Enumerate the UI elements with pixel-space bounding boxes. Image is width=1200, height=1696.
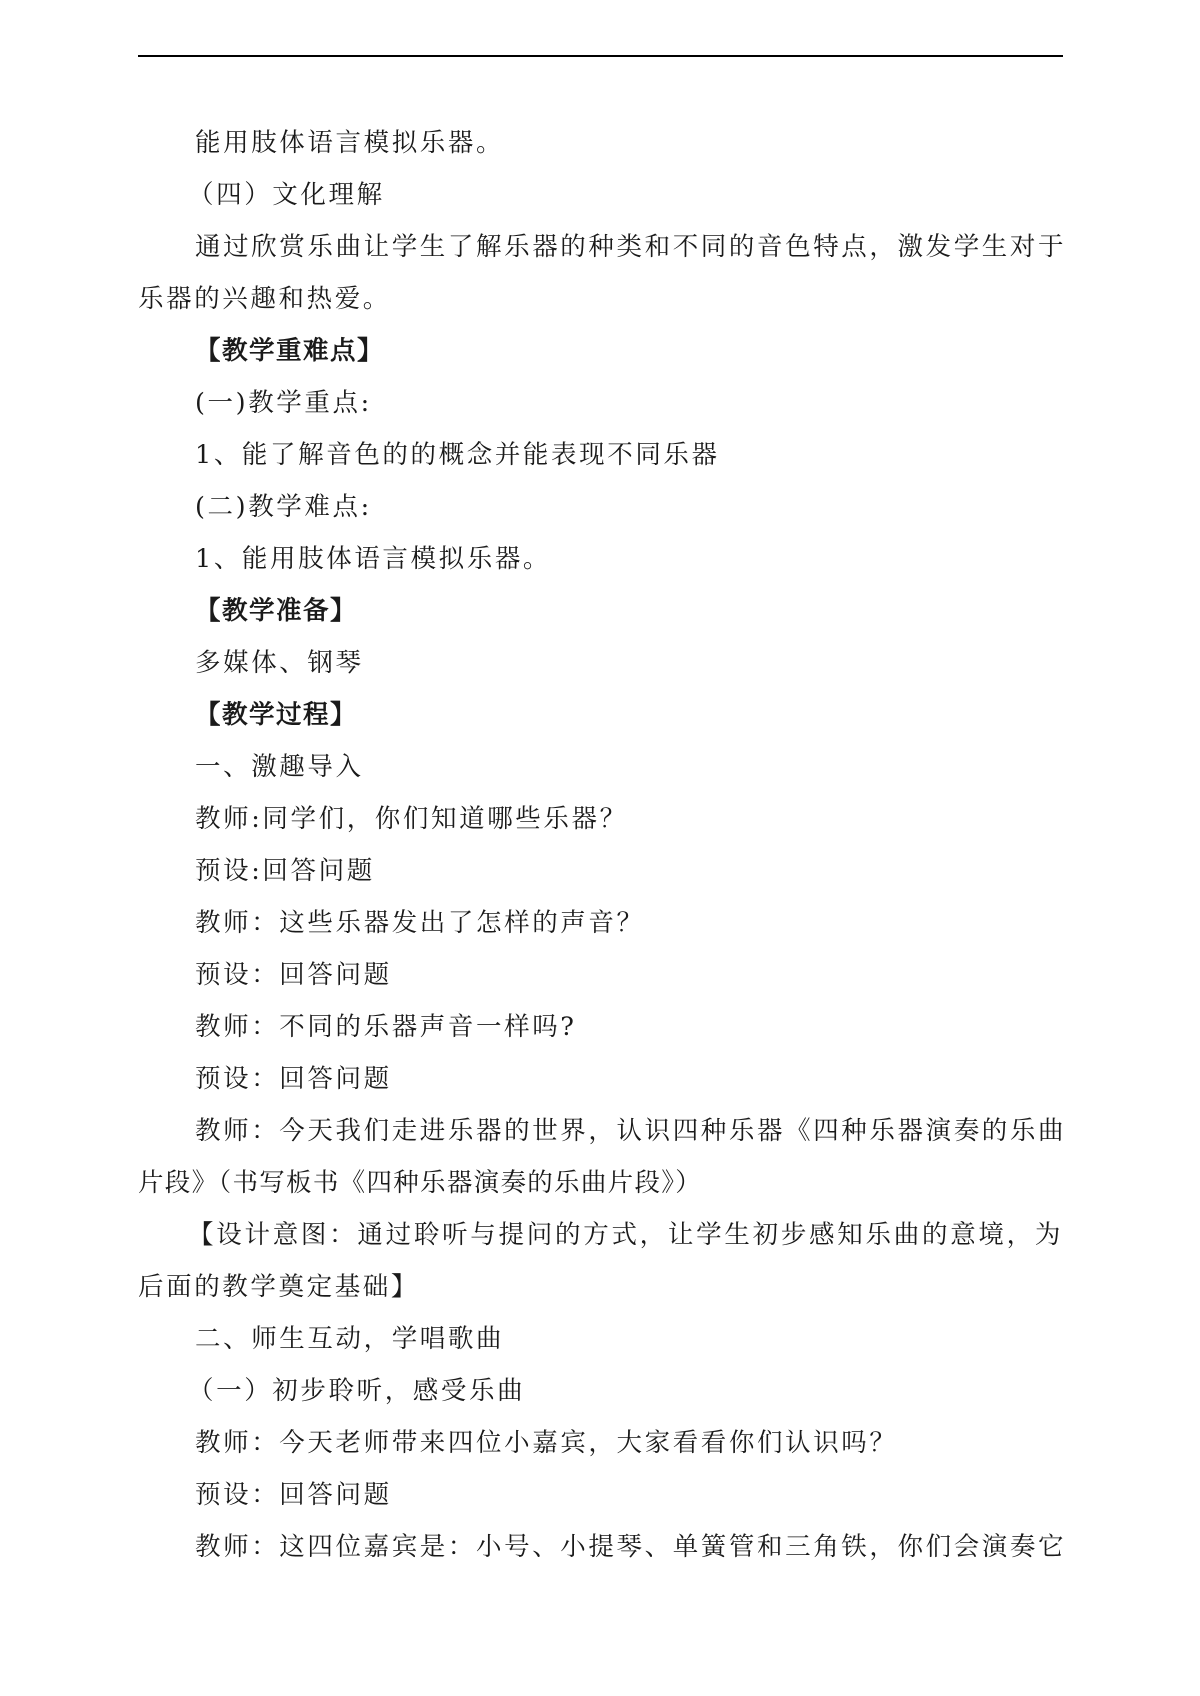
- dialogue-line: 教师：不同的乐器声音一样吗?: [195, 1012, 577, 1042]
- header-rule: [138, 55, 1063, 57]
- paragraph-line: 能用肢体语言模拟乐器。: [195, 128, 505, 158]
- document-body: [138, 117, 1067, 1573]
- dialogue-line: 片段》（书写板书《四种乐器演奏的乐曲片段》）: [138, 1168, 703, 1198]
- dialogue-line: 教师：这些乐器发出了怎样的声音？: [195, 908, 645, 938]
- dialogue-line: 教师：今天老师带来四位小嘉宾，大家看看你们认识吗？: [195, 1428, 898, 1458]
- dialogue-line: 预设:回答问题: [195, 856, 375, 886]
- paragraph-line: 通过欣赏乐曲让学生了解乐器的种类和不同的音色特点，激发学生对于: [195, 232, 1067, 262]
- section-heading: 【教学过程】: [195, 700, 358, 730]
- dialogue-line: 教师：今天我们走进乐器的世界，认识四种乐器《四种乐器演奏的乐曲: [195, 1116, 1067, 1146]
- design-intent-line: 【设计意图：通过聆听与提问的方式，让学生初步感知乐曲的意境，为: [188, 1220, 1063, 1250]
- section-heading: 【教学重难点】: [195, 336, 385, 366]
- list-item: 1、能用肢体语言模拟乐器。: [195, 544, 552, 574]
- list-item: 1、能了解音色的的概念并能表现不同乐器: [195, 440, 720, 470]
- section-heading: 【教学准备】: [195, 596, 358, 626]
- dialogue-line: 教师:同学们，你们知道哪些乐器？: [195, 804, 628, 834]
- dialogue-line: 教师：这四位嘉宾是：小号、小提琴、单簧管和三角铁，你们会演奏它: [195, 1532, 1067, 1562]
- dialogue-line: 预设：回答问题: [195, 1480, 392, 1510]
- design-intent-line: 后面的教学奠定基础】: [138, 1272, 420, 1302]
- subsection-heading: 一、激趣导入: [195, 752, 364, 782]
- dialogue-line: 预设：回答问题: [195, 960, 392, 990]
- subsection-heading: (二)教学难点:: [195, 492, 372, 522]
- paragraph-line: 多媒体、钢琴: [195, 648, 364, 678]
- paragraph-line: 乐器的兴趣和热爱。: [138, 284, 391, 314]
- dialogue-line: 预设：回答问题: [195, 1064, 392, 1094]
- subsection-heading: （一）初步聆听，感受乐曲: [188, 1376, 526, 1406]
- subsection-heading: (一)教学重点:: [195, 388, 372, 418]
- subsection-heading: 二、师生互动，学唱歌曲: [195, 1324, 505, 1354]
- section-heading: （四）文化理解: [188, 180, 385, 210]
